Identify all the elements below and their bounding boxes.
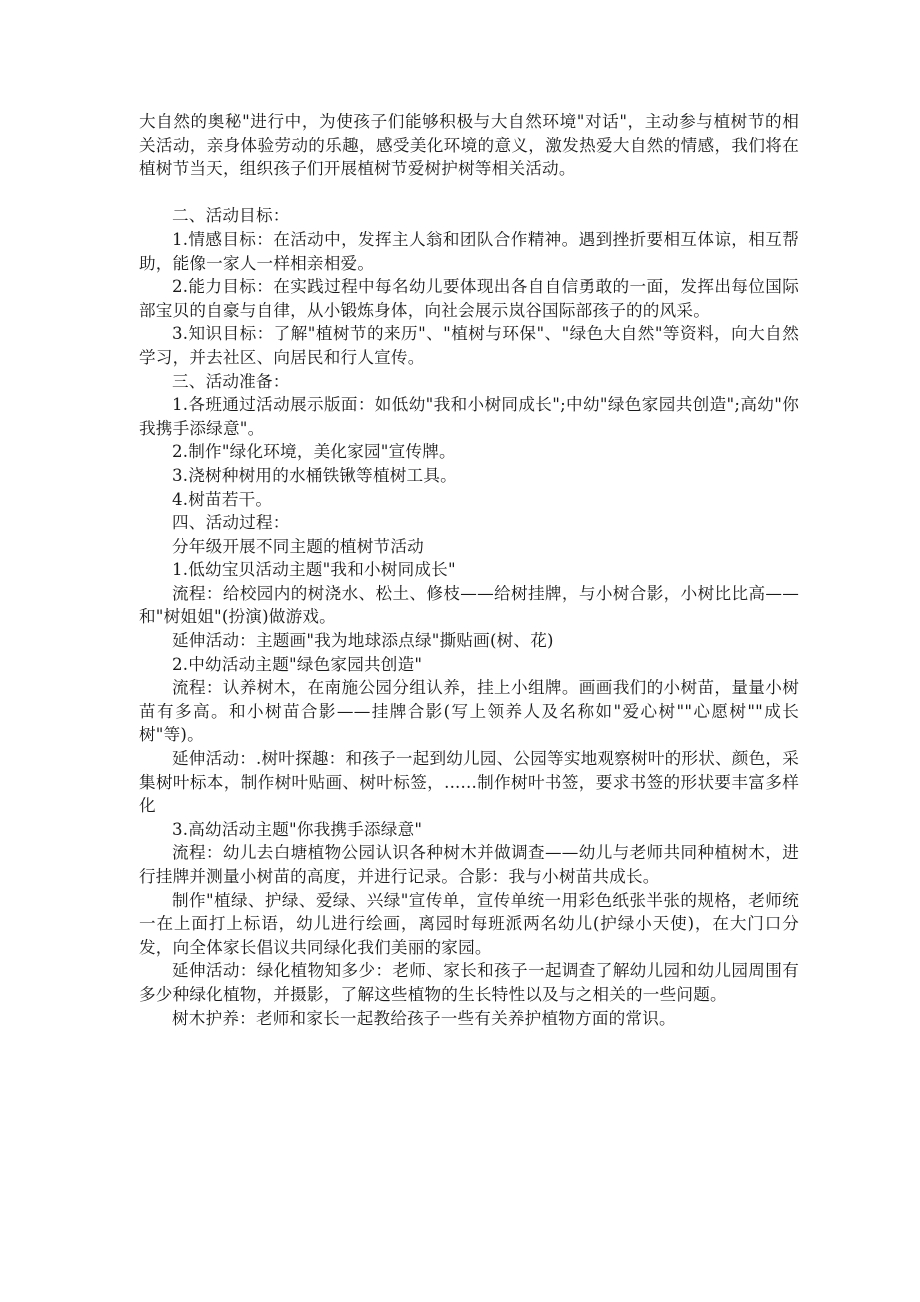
goal-item-ability: 2.能力目标：在实践过程中每名幼儿要体现出各自自信勇敢的一面，发挥出每位国际部宝贝的自豪与自律，从小锻炼身体，向社会展示岚谷国际部孩子的的风采。 xyxy=(139,277,799,320)
senior-theme: 3.高幼活动主题"你我携手添绿意" xyxy=(172,819,423,839)
senior-flow: 流程：幼儿去白塘植物公园认识各种树木并做调查——幼儿与老师共同种植树木，进行挂牌并测量小树苗的高度，并进行记录。合影：我与小树苗共成长。 xyxy=(139,843,799,886)
junior-flow: 流程：给校园内的树浇水、松土、修枝——给树挂牌，与小树合影，小树比比高——和"树姐姐"(扮演)做游戏。 xyxy=(139,583,799,627)
prep-item-4: 4.树苗若干。 xyxy=(172,489,273,509)
middle-theme: 2.中幼活动主题"绿色家园共创造" xyxy=(172,654,423,674)
document-body xyxy=(139,110,799,1030)
goal-item-knowledge: 3.知识目标：了解"植树节的来历"、"植树与环保"、"绿色大自然"等资料，向大自然学习，并去社区、向居民和行人宣传。 xyxy=(139,324,799,367)
middle-extension: 延伸活动：.树叶探趣：和孩子一起到幼儿园、公园等实地观察树叶的形状、颜色，采集树叶标本，制作树叶贴画、树叶标签，......制作树叶书签，要求书签的形状要丰富多样化 xyxy=(139,749,799,816)
middle-flow: 流程：认养树木，在南施公园分组认养，挂上小组牌。画画我们的小树苗，量量小树苗有多高。和小树苗合影——挂牌合影(写上领养人及名称如"爱心树""心愿树""成长树"等)。 xyxy=(139,678,799,745)
tree-care: 树木护养：老师和家长一起教给孩子一些有关养护植物方面的常识。 xyxy=(172,1008,676,1028)
prep-item-3: 3.浇树种树用的水桶铁锹等植树工具。 xyxy=(172,465,457,485)
process-intro: 分年级开展不同主题的植树节活动 xyxy=(172,536,424,556)
senior-leaflet: 制作"植绿、护绿、爱绿、兴绿"宣传单，宣传单统一用彩色纸张半张的规格，老师统一在上面打上标语，幼儿进行绘画，离园时每班派两名幼儿(护绿小天使)，在大门口分发，向全体家长倡议共同绿化我们美丽的家园。 xyxy=(139,890,799,957)
section-heading-process: 四、活动过程： xyxy=(172,513,290,533)
prep-item-2: 2.制作"绿化环境，美化家园"宣传牌。 xyxy=(172,442,456,462)
senior-extension: 延伸活动：绿化植物知多少：老师、家长和孩子一起调查了解幼儿园和幼儿园周围有多少种绿化植物，并摄影，了解这些植物的生长特性以及与之相关的一些问题。 xyxy=(139,961,799,1004)
prep-item-1: 1.各班通过活动展示版面：如低幼"我和小树同成长";中幼"绿色家园共创造";高幼"你我携手添绿意"。 xyxy=(139,395,799,438)
junior-theme: 1.低幼宝贝活动主题"我和小树同成长" xyxy=(172,560,456,580)
section-heading-goals: 二、活动目标： xyxy=(172,206,290,226)
goal-item-emotion: 1.情感目标：在活动中，发挥主人翁和团队合作精神。遇到挫折要相互体谅，相互帮助，能像一家人一样相亲相爱。 xyxy=(139,229,799,273)
junior-extension: 延伸活动：主题画"我为地球添点绿"撕贴画(树、花) xyxy=(172,631,554,651)
section-heading-preparation: 三、活动准备： xyxy=(172,371,290,391)
intro-paragraph: 大自然的奥秘"进行中，为使孩子们能够积极与大自然环境"对话"，主动参与植树节的相关活动，亲身体验劳动的乐趣，感受美化环境的意义，激发热爱大自然的情感，我们将在植树节当天，组织孩子们开展植树节爱树护树等相关活动。 xyxy=(139,112,799,179)
